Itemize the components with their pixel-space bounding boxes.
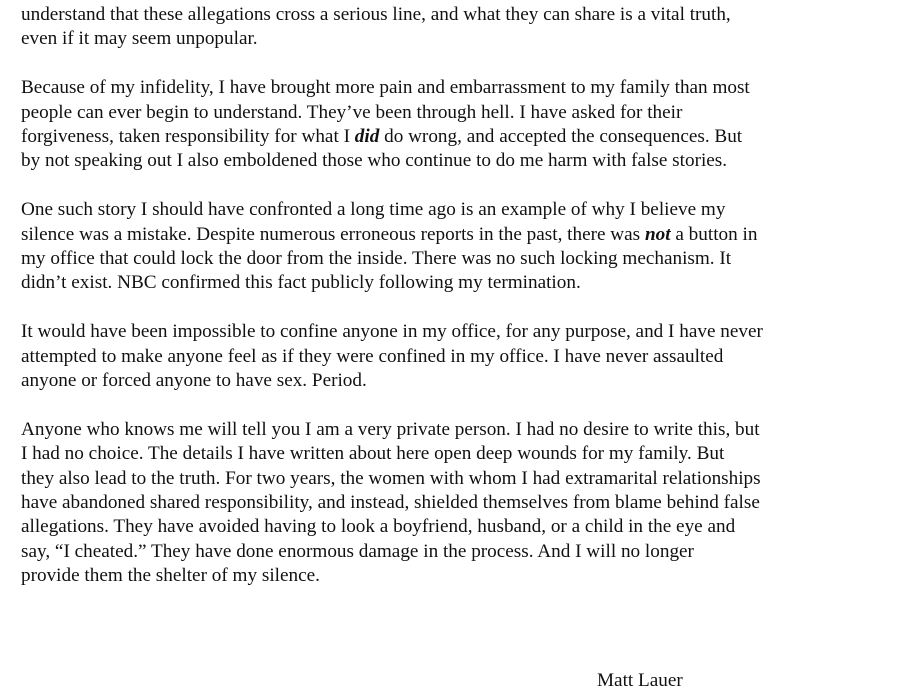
text-line: Because of my infidelity, I have brought more pain and embarrassment to my family than most xyxy=(21,77,750,99)
text-line: say, “I cheated.” They have done enormous damage in the process. And I will no longer xyxy=(21,540,694,562)
text-line: It would have been impossible to confine anyone in my office, for any purpose, and I have never xyxy=(21,321,763,343)
paragraph-denial xyxy=(21,320,891,393)
text-line: understand that these allegations cross a serious line, and what they can share is a vital truth, xyxy=(21,4,731,25)
text-line: provide them the shelter of my silence. xyxy=(21,565,320,587)
text-line: have abandoned shared responsibility, and instead, shielded themselves from blame behind false xyxy=(21,492,760,514)
emphasis-did: did xyxy=(354,126,380,148)
document-body xyxy=(21,3,891,613)
text-segment: do wrong, and accepted the consequences. But xyxy=(379,126,743,148)
text-line: anyone or forced anyone to have sex. Period. xyxy=(21,370,367,392)
text-line: allegations. They have avoided having to look a boyfriend, husband, or a child in the eye and xyxy=(21,516,736,538)
text-line xyxy=(21,223,891,247)
paragraph-locking-button xyxy=(21,198,891,296)
text-segment: silence was a mistake. Despite numerous erroneous reports in the past, there was xyxy=(21,223,645,245)
text-segment: forgiveness, taken responsibility for what I xyxy=(21,126,355,148)
text-line: Anyone who knows me will tell you I am a very private person. I had no desire to write this, but xyxy=(21,418,760,440)
text-line: didn’t exist. NBC confirmed this fact publicly following my termination. xyxy=(21,272,581,294)
paragraph-infidelity xyxy=(21,76,891,174)
text-line: even if it may seem unpopular. xyxy=(21,28,258,50)
text-line xyxy=(21,125,891,149)
text-line: I had no choice. The details I have written about here open deep wounds for my family. But xyxy=(21,443,725,465)
text-line: by not speaking out I also emboldened those who continue to do me harm with false stories. xyxy=(21,150,728,172)
emphasis-not: not xyxy=(644,223,671,245)
text-segment: a button in xyxy=(670,223,758,245)
paragraph-private-person xyxy=(21,418,891,589)
signature-name: Matt Lauer xyxy=(597,670,683,691)
text-line: my office that could lock the door from the inside. There was no such locking mechanism. It xyxy=(21,248,732,270)
paragraph-allegations-truth xyxy=(21,3,891,52)
text-line: One such story I should have confronted a long time ago is an example of why I believe my xyxy=(21,199,726,221)
text-line: people can ever begin to understand. They’ve been through hell. I have asked for their xyxy=(21,101,683,123)
text-line: attempted to make anyone feel as if they were confined in my office. I have never assaulted xyxy=(21,345,724,367)
text-line: they also lead to the truth. For two years, the women with whom I had extramarital relationships xyxy=(21,467,761,489)
